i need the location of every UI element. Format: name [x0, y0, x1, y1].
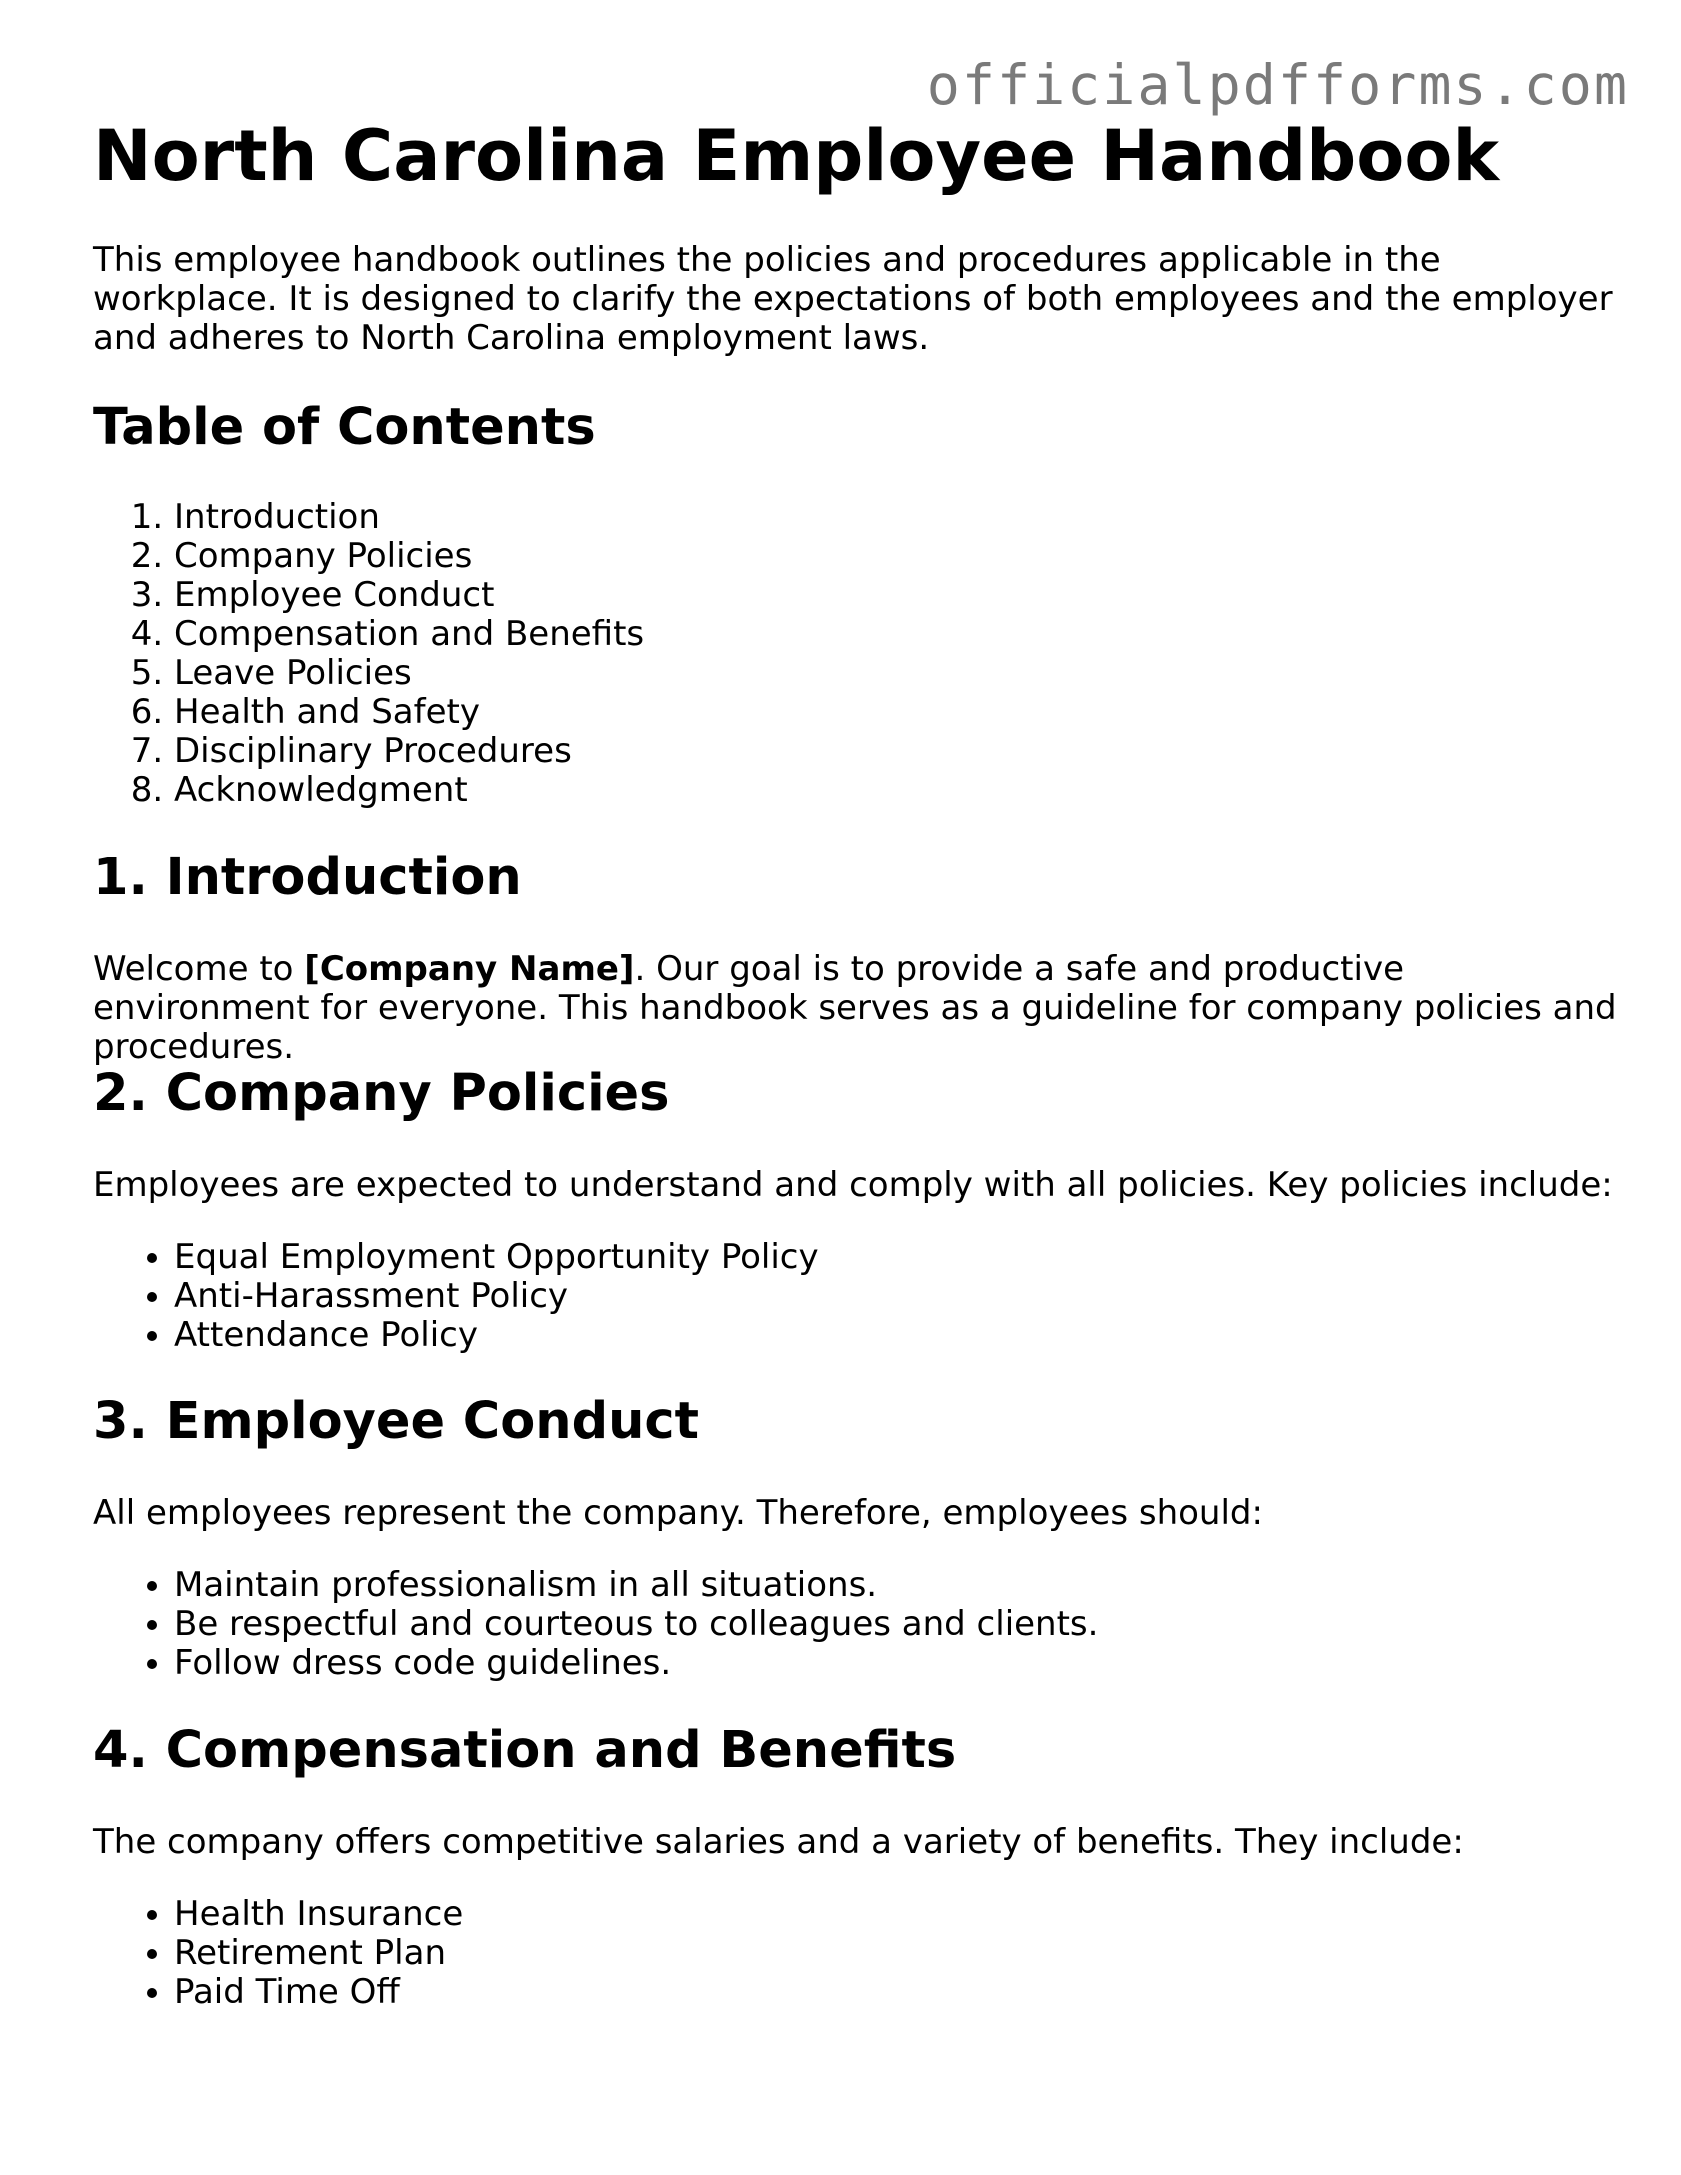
policies-heading: 2. Company Policies — [93, 1064, 670, 1123]
toc-item: 6. Health and Safety — [174, 693, 1633, 732]
introduction-text-after: . Our goal is to provide a safe and productive environment for everyone. This handbook serves as a guideline for company policies and procedures. — [93, 949, 1617, 1067]
policies-paragraph: Employees are expected to understand and comply with all policies. Key policies include: — [93, 1165, 1613, 1205]
list-item: • Be respectful and courteous to colleagues and clients. — [174, 1605, 1633, 1644]
toc-item: 2. Company Policies — [174, 537, 1633, 576]
introduction-text-before: Welcome to — [93, 949, 305, 989]
introduction-heading: 1. Introduction — [93, 848, 522, 907]
toc-item: 4. Compensation and Benefits — [174, 615, 1633, 654]
list-item: • Follow dress code guidelines. — [174, 1644, 1633, 1683]
toc-heading: Table of Contents — [93, 398, 596, 457]
toc-list — [93, 498, 1633, 810]
policies-list — [93, 1238, 1633, 1355]
toc-item: 8. Acknowledgment — [174, 771, 1633, 810]
toc-item: 3. Employee Conduct — [174, 576, 1633, 615]
conduct-list — [93, 1566, 1633, 1683]
compensation-list — [93, 1895, 1633, 2012]
compensation-paragraph: The company offers competitive salaries and a variety of benefits. They include: — [93, 1822, 1464, 1862]
page-title: North Carolina Employee Handbook — [93, 115, 1500, 197]
policies-list-container — [93, 1238, 1633, 1355]
list-item: • Paid Time Off — [174, 1973, 1633, 2012]
list-item: • Health Insurance — [174, 1895, 1633, 1934]
toc-item: 5. Leave Policies — [174, 654, 1633, 693]
conduct-heading: 3. Employee Conduct — [93, 1392, 699, 1451]
conduct-paragraph: All employees represent the company. Therefore, employees should: — [93, 1493, 1263, 1533]
toc-item: 7. Disciplinary Procedures — [174, 732, 1633, 771]
toc-list-container — [93, 498, 1633, 810]
company-name-placeholder: [Company Name] — [304, 949, 635, 989]
conduct-list-container — [93, 1566, 1633, 1683]
list-item: • Anti-Harassment Policy — [174, 1277, 1633, 1316]
list-item: • Attendance Policy — [174, 1316, 1633, 1355]
introduction-paragraph — [93, 950, 1623, 1067]
compensation-heading: 4. Compensation and Benefits — [93, 1721, 957, 1780]
list-item: • Equal Employment Opportunity Policy — [174, 1238, 1633, 1277]
intro-paragraph: This employee handbook outlines the policies and procedures applicable in the workplace. It is designed to clarify the expectations of both employees and the employer and adheres to North Carolina employment laws. — [93, 240, 1613, 358]
compensation-list-container — [93, 1895, 1633, 2012]
list-item: • Maintain professionalism in all situations. — [174, 1566, 1633, 1605]
watermark: officialpdfforms.com — [926, 53, 1629, 117]
list-item: • Retirement Plan — [174, 1934, 1633, 1973]
toc-item: 1. Introduction — [174, 498, 1633, 537]
